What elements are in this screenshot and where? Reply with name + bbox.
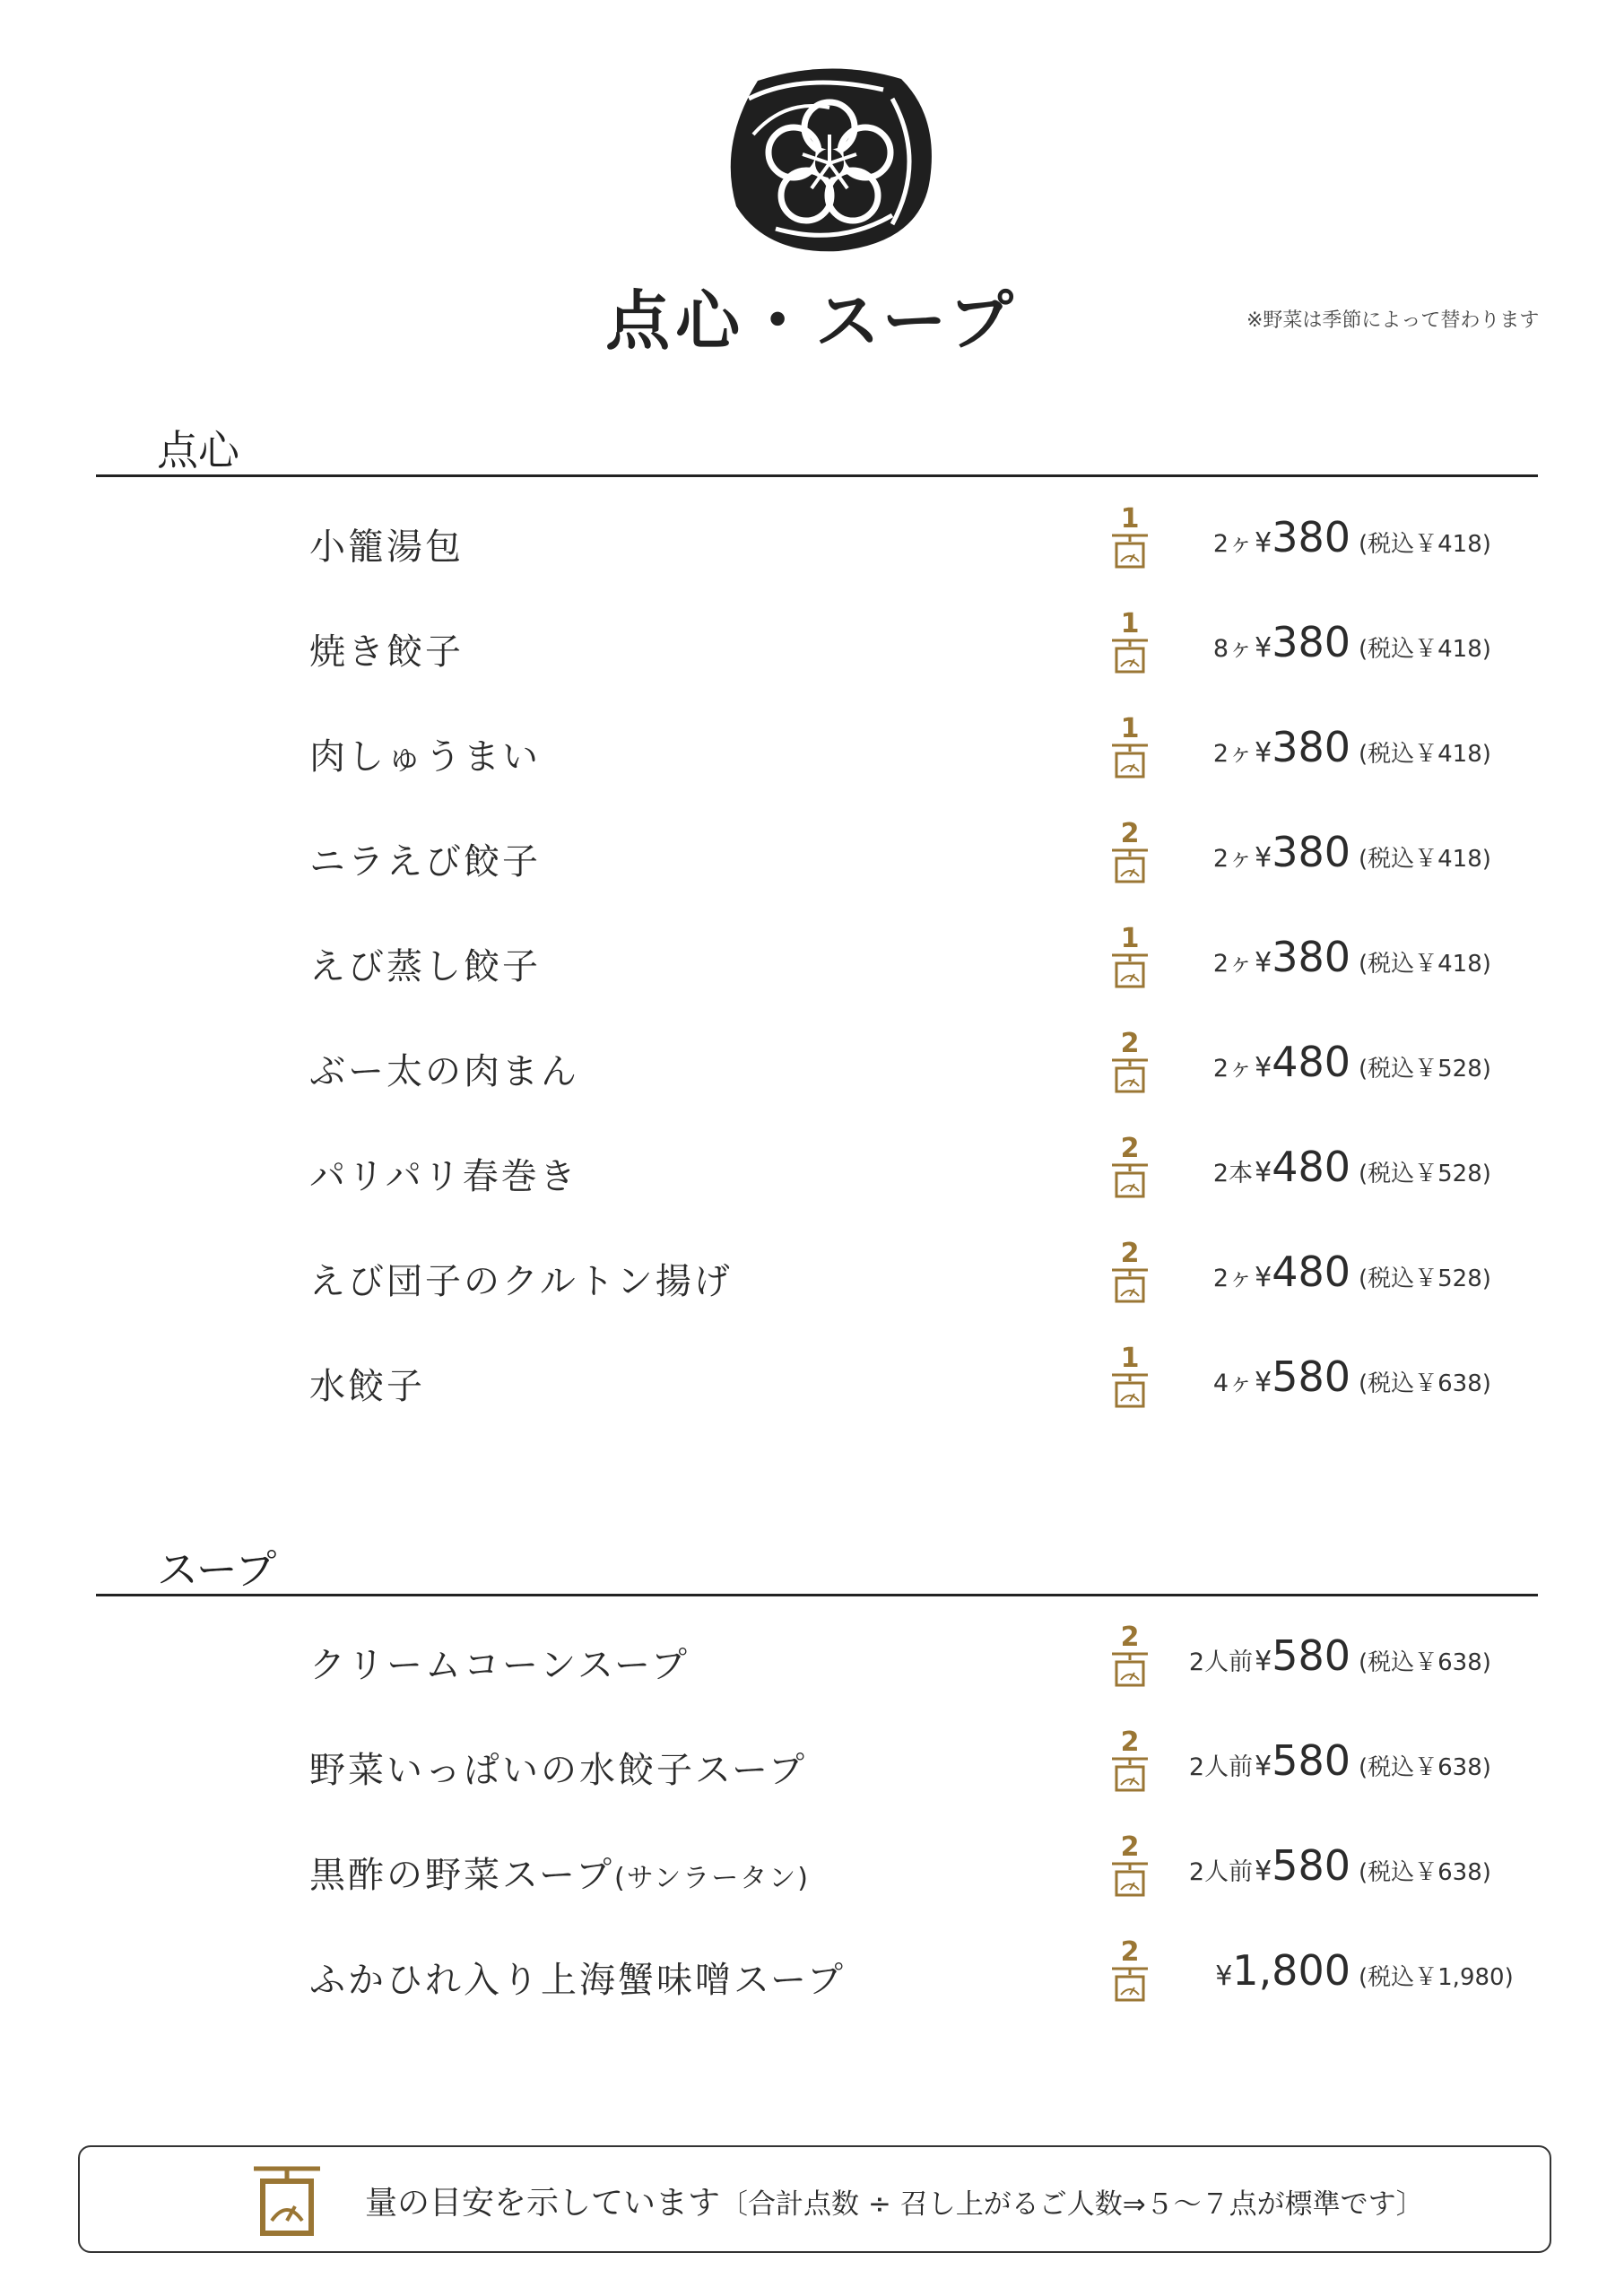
portion-number: 2 (1120, 1936, 1140, 1968)
item-qty: 2ヶ (1212, 1055, 1254, 1083)
price-block (1213, 1248, 1350, 1296)
menu-item (0, 1621, 1624, 1692)
item-tax-price: (税込￥528) (1359, 1056, 1491, 1083)
section-title-dimsum: 点心 (157, 426, 239, 474)
scale-icon (1107, 1267, 1152, 1305)
price-block (1189, 1841, 1350, 1890)
scale-icon (250, 2163, 324, 2239)
price-block (1213, 933, 1350, 981)
item-qty: 2ヶ (1212, 950, 1254, 978)
portion-number: 2 (1120, 1238, 1140, 1269)
scale-icon (1107, 1057, 1152, 1095)
item-name: 肉しゅうまい (309, 736, 541, 778)
yen-sign: ¥ (1255, 1751, 1272, 1782)
yen-sign: ¥ (1215, 1961, 1233, 1992)
legend-detail: 〔合計点数 ÷ 召し上がるご人数⇒５〜７点が標準です〕 (720, 2188, 1424, 2221)
portion-badge (1107, 923, 1152, 992)
page-title: 点心・スープ (605, 283, 1019, 359)
portion-badge (1107, 1135, 1152, 1202)
portion-number: 1 (1120, 713, 1140, 744)
portion-badge (1107, 1028, 1152, 1097)
item-tax-price: (税込￥638) (1359, 1370, 1491, 1397)
yen-sign: ¥ (1255, 737, 1272, 769)
menu-item (0, 1342, 1624, 1413)
item-qty: 2人前 (1188, 1753, 1254, 1781)
portion-badge (1107, 1624, 1152, 1691)
item-name: 焼き餃子 (309, 631, 464, 673)
scale-icon (1107, 848, 1152, 885)
item-name (309, 1847, 810, 1898)
item-tax-price: (税込￥638) (1359, 1754, 1491, 1781)
yen-sign: ¥ (1255, 1052, 1272, 1083)
item-qty: 2ヶ (1212, 530, 1254, 558)
item-price: 380 (1272, 513, 1350, 561)
menu-item (0, 1726, 1624, 1797)
portion-number: 2 (1120, 1133, 1140, 1164)
item-name: ふかひれ入り上海蟹味噌スープ (309, 1960, 846, 2001)
item-price: 480 (1272, 1038, 1350, 1086)
portion-badge (1107, 1345, 1152, 1412)
menu-item (0, 1935, 1624, 2007)
menu-item (0, 1132, 1624, 1204)
portion-number: 1 (1120, 503, 1140, 535)
item-tax-price: (税込￥1,980) (1359, 1964, 1514, 1991)
price-block (1189, 1736, 1350, 1785)
scale-icon (1107, 1651, 1152, 1689)
price-block (1213, 723, 1350, 771)
scale-icon (1107, 638, 1152, 675)
item-tax-price: (税込￥528) (1359, 1265, 1491, 1292)
portion-badge (1107, 713, 1152, 782)
section-divider (96, 474, 1538, 477)
price-block (1213, 513, 1350, 561)
item-price: 380 (1272, 723, 1350, 771)
portion-number: 2 (1120, 1726, 1140, 1758)
item-name-main: 黒酢の野菜スープ (309, 1855, 614, 1896)
item-tax-price: (税込￥418) (1359, 741, 1491, 768)
portion-legend-text (365, 2178, 1424, 2223)
portion-badge (1107, 1936, 1152, 2005)
portion-badge (1107, 1726, 1152, 1796)
item-name: ぶー太の肉まん (309, 1051, 579, 1092)
yen-sign: ¥ (1255, 632, 1272, 664)
item-name: えび蒸し餃子 (309, 946, 541, 987)
item-price: 580 (1272, 1736, 1350, 1785)
price-block (1213, 1143, 1350, 1191)
portion-number: 2 (1120, 1622, 1140, 1653)
price-block (1213, 1946, 1350, 1995)
price-block (1213, 618, 1350, 666)
yen-sign: ¥ (1255, 1262, 1272, 1293)
portion-number: 1 (1120, 923, 1140, 954)
portion-number: 1 (1120, 1343, 1140, 1374)
item-tax-price: (税込￥418) (1359, 846, 1491, 873)
item-qty: 2ヶ (1212, 1265, 1254, 1292)
portion-badge (1107, 1831, 1152, 1900)
item-name: 野菜いっぱいの水餃子スープ (309, 1750, 807, 1791)
flower-logo (722, 63, 937, 256)
scale-icon (1107, 533, 1152, 570)
item-qty: 2ヶ (1212, 845, 1254, 873)
item-price: 380 (1272, 618, 1350, 666)
portion-legend-box (78, 2145, 1551, 2253)
menu-item (0, 817, 1624, 889)
item-qty: 8ヶ (1212, 635, 1254, 663)
item-name-sub: (サンラータン) (614, 1863, 810, 1894)
item-tax-price: (税込￥418) (1359, 951, 1491, 978)
portion-number: 2 (1120, 818, 1140, 849)
portion-badge (1107, 1240, 1152, 1307)
section-divider (96, 1594, 1538, 1596)
item-tax-price: (税込￥418) (1359, 531, 1491, 558)
item-name: クリームコーンスープ (309, 1645, 690, 1686)
item-tax-price: (税込￥638) (1359, 1859, 1491, 1886)
portion-badge (1107, 503, 1152, 572)
menu-item (0, 607, 1624, 679)
portion-number: 2 (1120, 1028, 1140, 1059)
scale-icon (1107, 1372, 1152, 1410)
menu-item (0, 712, 1624, 784)
yen-sign: ¥ (1255, 527, 1272, 559)
item-qty: 2人前 (1188, 1858, 1254, 1886)
item-name: パリパリ春巻き (309, 1156, 578, 1197)
scale-icon (1107, 1756, 1152, 1794)
menu-item (0, 1237, 1624, 1309)
item-price: 580 (1272, 1841, 1350, 1890)
yen-sign: ¥ (1255, 1157, 1272, 1188)
item-name: ニラえび餃子 (309, 841, 541, 883)
menu-item (0, 502, 1624, 574)
price-block (1213, 1352, 1350, 1401)
menu-item (0, 922, 1624, 994)
item-tax-price: (税込￥418) (1359, 636, 1491, 663)
portion-badge (1107, 818, 1152, 887)
yen-sign: ¥ (1255, 842, 1272, 874)
item-qty: 4ヶ (1212, 1370, 1254, 1397)
item-price: 480 (1272, 1143, 1350, 1191)
item-price: 580 (1272, 1631, 1350, 1680)
item-name: 水餃子 (309, 1366, 425, 1407)
legend-main: 量の目安を示しています (365, 2185, 721, 2222)
price-block (1213, 1038, 1350, 1086)
item-qty: 2本 (1212, 1160, 1254, 1187)
item-price: 380 (1272, 933, 1350, 981)
item-qty: 2ヶ (1212, 740, 1254, 768)
scale-icon (1107, 1966, 1152, 2004)
yen-sign: ¥ (1255, 947, 1272, 978)
item-tax-price: (税込￥528) (1359, 1161, 1491, 1187)
item-price: 380 (1272, 828, 1350, 876)
portion-number: 1 (1120, 608, 1140, 639)
item-tax-price: (税込￥638) (1359, 1649, 1491, 1676)
price-block (1213, 828, 1350, 876)
menu-item (0, 1027, 1624, 1099)
menu-item (0, 1831, 1624, 1902)
item-qty: 2人前 (1188, 1648, 1254, 1676)
yen-sign: ¥ (1255, 1646, 1272, 1677)
scale-icon (1107, 743, 1152, 780)
item-name: 小籠湯包 (309, 526, 464, 568)
item-price: 580 (1272, 1352, 1350, 1401)
item-price: 1,800 (1232, 1946, 1350, 1995)
portion-number: 2 (1120, 1831, 1140, 1863)
yen-sign: ¥ (1255, 1856, 1272, 1887)
portion-badge (1107, 608, 1152, 677)
scale-icon (1107, 1162, 1152, 1200)
yen-sign: ¥ (1255, 1367, 1272, 1398)
seasonal-note: ※野菜は季節によって替わります (1246, 309, 1540, 332)
item-name: えび団子のクルトン揚げ (309, 1261, 733, 1302)
item-price: 480 (1272, 1248, 1350, 1296)
section-title-soup: スープ (157, 1545, 277, 1594)
price-block (1189, 1631, 1350, 1680)
scale-icon (1107, 952, 1152, 990)
scale-icon (1107, 1861, 1152, 1899)
